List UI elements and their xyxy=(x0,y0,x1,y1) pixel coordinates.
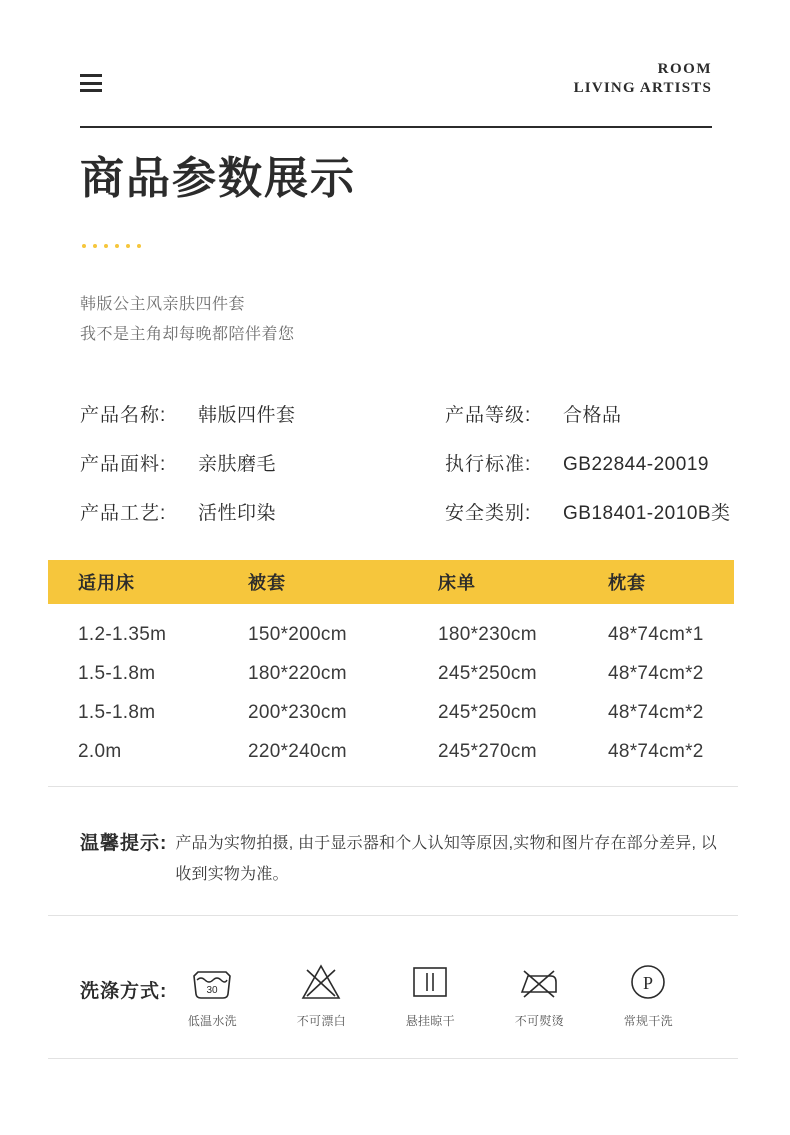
dot-5 xyxy=(126,244,130,248)
wash-item-dry-clean xyxy=(617,960,679,1029)
spec-item-product-grade xyxy=(445,400,740,427)
table-cell-pillow: 48*74cm*1 xyxy=(608,624,704,645)
dry-clean-p-icon xyxy=(626,960,670,1004)
table-cell-duvet: 180*220cm xyxy=(248,663,347,684)
tips-section xyxy=(80,828,720,890)
menu-bar-1 xyxy=(80,74,102,77)
spec-item-standard xyxy=(445,449,740,476)
spec-value: 合格品 xyxy=(563,405,622,426)
no-bleach-icon xyxy=(299,960,343,1004)
table-cell-pillow: 48*74cm*2 xyxy=(608,741,704,762)
spec-item-craft xyxy=(80,498,445,525)
divider-above-tips xyxy=(48,786,738,787)
wash-caption: 悬挂晾干 xyxy=(405,1014,455,1028)
table-header-cell-bed: 适用床 xyxy=(78,573,135,593)
page-header xyxy=(80,60,712,128)
menu-bar-3 xyxy=(80,89,102,92)
table-body xyxy=(48,604,734,769)
dot-2 xyxy=(93,244,97,248)
spec-value: GB22844-20019 xyxy=(563,454,709,475)
table-row xyxy=(48,696,734,730)
spec-value: GB18401-2010B类 xyxy=(563,503,731,524)
spec-item-fabric xyxy=(80,449,445,476)
spec-label: 产品工艺: xyxy=(80,503,167,524)
spec-label: 产品名称: xyxy=(80,405,167,426)
subtitle-block xyxy=(80,290,295,350)
table-cell-sheet: 245*250cm xyxy=(438,663,537,684)
spec-item-product-name xyxy=(80,400,445,427)
table-cell-bed: 1.5-1.8m xyxy=(78,663,156,684)
spec-grid xyxy=(80,400,740,525)
table-cell-bed: 1.2-1.35m xyxy=(78,624,167,645)
no-iron-icon xyxy=(517,960,561,1004)
dot-3 xyxy=(104,244,108,248)
table-cell-pillow: 48*74cm*2 xyxy=(608,663,704,684)
table-cell-sheet: 245*250cm xyxy=(438,702,537,723)
divider-above-wash xyxy=(48,915,738,916)
tips-label: 温馨提示: xyxy=(80,833,168,854)
wash-care-label: 洗涤方式: xyxy=(80,981,168,1002)
spec-value: 亲肤磨毛 xyxy=(198,454,277,475)
subtitle-line-2: 我不是主角却每晚都陪伴着您 xyxy=(80,326,295,343)
spec-label: 产品面料: xyxy=(80,454,167,475)
wash-caption: 不可漂白 xyxy=(296,1014,346,1028)
table-cell-duvet: 200*230cm xyxy=(248,702,347,723)
table-cell-duvet: 220*240cm xyxy=(248,741,347,762)
table-cell-bed: 1.5-1.8m xyxy=(78,702,156,723)
wash-tub-30-icon xyxy=(190,960,234,1004)
line-dry-hang-icon xyxy=(408,960,452,1004)
spec-label: 产品等级: xyxy=(445,405,532,426)
dot-6 xyxy=(137,244,141,248)
table-cell-bed: 2.0m xyxy=(78,741,122,762)
wash-icon-list xyxy=(181,960,679,1029)
wash-item-no-bleach xyxy=(290,960,352,1029)
brand-logo xyxy=(574,60,712,98)
table-header-cell-pillow: 枕套 xyxy=(608,573,646,593)
table-row xyxy=(48,618,734,652)
table-header-cell-duvet: 被套 xyxy=(248,573,286,593)
table-cell-sheet: 180*230cm xyxy=(438,624,537,645)
table-row xyxy=(48,657,734,691)
menu-bar-2 xyxy=(80,82,102,85)
dot-1 xyxy=(82,244,86,248)
spec-value: 活性印染 xyxy=(198,503,277,524)
dot-4 xyxy=(115,244,119,248)
spec-item-safety-class xyxy=(445,498,740,525)
page-title xyxy=(80,155,356,203)
table-row xyxy=(48,735,734,769)
wash-caption: 不可熨烫 xyxy=(514,1014,564,1028)
hamburger-menu-icon[interactable] xyxy=(80,74,102,92)
wash-caption: 低温水洗 xyxy=(187,1014,237,1028)
wash-item-line-dry xyxy=(399,960,461,1029)
wash-item-low-temp-wash xyxy=(181,960,243,1029)
subtitle-line-1: 韩版公主风亲肤四件套 xyxy=(80,296,246,313)
brand-line-1: ROOM xyxy=(657,61,712,77)
brand-line-2: LIVING ARTISTS xyxy=(573,79,712,96)
wash-item-no-iron xyxy=(508,960,570,1029)
table-header-cell-sheet: 床单 xyxy=(438,573,476,593)
wash-caption: 常规干洗 xyxy=(623,1014,673,1028)
wash-care-section xyxy=(80,960,679,1029)
size-table xyxy=(48,560,734,769)
page-title-part-2: 展示 xyxy=(264,154,356,203)
spec-value: 韩版四件套 xyxy=(198,405,296,426)
table-cell-pillow: 48*74cm*2 xyxy=(608,702,704,723)
svg-text:P: P xyxy=(643,973,654,993)
spec-label: 安全类别: xyxy=(445,503,532,524)
page-title-part-1: 商品参数 xyxy=(80,154,264,203)
tips-text: 产品为实物拍摄, 由于显示器和个人认知等原因,实物和图片存在部分差异, 以收到实物为准。 xyxy=(175,835,717,883)
table-cell-sheet: 245*270cm xyxy=(438,741,537,762)
table-header-row xyxy=(48,560,734,604)
spec-label: 执行标准: xyxy=(445,454,532,475)
divider-bottom xyxy=(48,1058,738,1059)
table-cell-duvet: 150*200cm xyxy=(248,624,347,645)
decorative-dots xyxy=(82,244,141,248)
svg-text:30: 30 xyxy=(206,985,218,996)
